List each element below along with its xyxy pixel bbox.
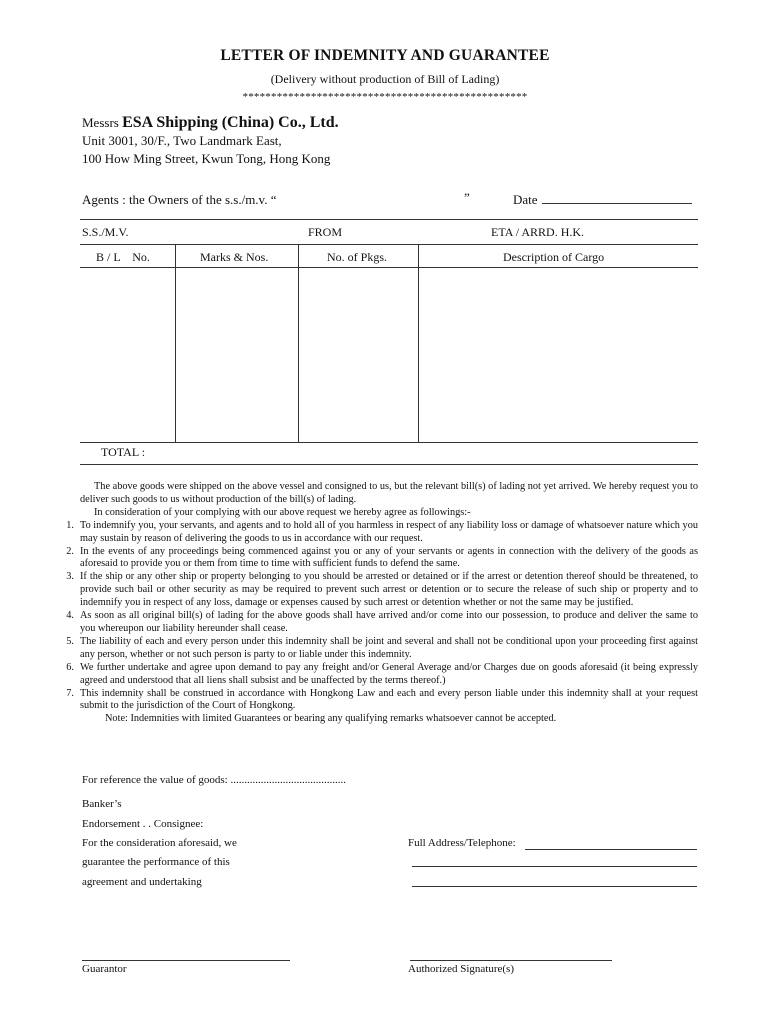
total-top-rule [80,442,698,443]
clause-2 [66,545,698,572]
from-header: FROM [308,225,343,239]
company-name: ESA Shipping (China) Co., Ltd. [122,114,339,131]
clause-text: As soon as all original bill(s) of lading for the above goods shall have arrived and/or come into our possession, to produce and deliver the same to you whereupon our liability hereunder shall cease. [80,610,698,634]
clause-7 [66,687,698,714]
clause-text: To indemnify you, your servants, and agents and to hold all of you harmless in respect of any liability loss or damage of whatsoever nature which you may sustain by reason of delivering the goods to us in accordance with our request. [80,519,698,544]
column-divider-1 [175,244,176,442]
agents-label: Agents : the Owners of the s.s./m.v. “ [82,192,277,207]
date-label: Date [513,192,538,207]
clause-text: The liability of each and every person under this indemnity shall be joint and several and shall not be conditional upon your proceeding first against any person, whether or not such person is party to or liable under this indemnity. [80,635,698,660]
vessel-header: S.S./M.V. [82,225,129,239]
messrs-prefix: Messrs [82,115,119,130]
consideration-line-2: guarantee the performance of this [82,856,230,868]
clause-text: In the events of any proceedings being commenced against you or any of your servants or agents in connection with the delivery of the goods as aforesaid to provide you or them from time to time with sufficient funds to defend the same. [80,545,698,570]
clause-text: If the ship or any other ship or property belonging to you should be arrested or detained or if the arrest or detention thereof should be threatened, to provide such bail or other security as may be required to prevent such arrest or detention or to secure the release of such ship or property and to indemnify you in respect of any loss, damage or expenses caused by such arrest or detention whether or not the same may be justified. [80,571,698,609]
guarantor-signature-line[interactable] [82,960,290,961]
clause-5 [66,635,698,662]
column-header-rule [80,267,698,268]
star-divider: ************************************************** [242,91,528,103]
addressee-line [82,114,339,132]
address-line-2: 100 How Ming Street, Kwun Tong, Hong Kong [82,151,331,166]
date-blank[interactable] [542,192,692,204]
consideration-line-1: For the consideration aforesaid, we [82,837,237,849]
full-address-line-1[interactable] [525,849,697,850]
bankers-label: Banker’s [82,798,122,810]
consideration-paragraph: In consideration of your complying with our above request we hereby agree as followings:- [94,506,471,518]
full-address-label: Full Address/Telephone: [408,837,516,849]
clause-number: 4. [66,610,74,622]
intro-paragraph: The above goods were shipped on the above vessel and consigned to us, but the relevant bill(s) of lading not yet arrived. We hereby request you to deliver such goods to us without production of the bill(s) of lading. [80,481,698,505]
clause-number: 3. [66,571,74,583]
document-title: LETTER OF INDEMNITY AND GUARANTEE [220,47,550,64]
agents-close-quote: ” [464,190,470,205]
clause-4 [66,610,698,636]
clause-number: 2. [66,545,74,557]
clause-text: This indemnity shall be construed in accordance with Hongkong Law and each and every person liable under this indemnity shall at your request submit to the jurisdiction of the Court of Hongkong. [80,687,698,712]
indemnity-terms [66,481,698,726]
guarantor-label: Guarantor [82,963,127,975]
authorized-signature-label: Authorized Signature(s) [408,963,514,975]
endorsement-label: Endorsement . . Consignee: [82,818,204,830]
clause-number: 6. [66,661,74,673]
address-line-1: Unit 3001, 30/F., Two Landmark East, [82,133,282,148]
authorized-signature-line[interactable] [410,960,612,961]
clause-text: We further undertake and agree upon demand to pay any freight and/or General Average and/or Charges due on goods aforesaid (it being expressly agreed and understood that all liens shall subsist and be unaffected by the terms thereof.) [80,661,698,686]
clause-number: 5. [66,635,74,647]
column-header-bl-no: B / L No. [96,250,150,264]
clause-number: 7. [66,687,74,699]
date-field[interactable] [513,192,692,208]
full-address-line-2[interactable] [412,866,697,867]
note-line: Note: Indemnities with limited Guarantees or bearing any qualifying remarks whatsoever cannot be accepted. [105,713,557,725]
column-divider-2 [298,244,299,442]
clause-3 [66,571,698,610]
reference-value-field[interactable]: For reference the value of goods: .......................................... [82,774,346,786]
column-divider-3 [418,244,419,442]
eta-header: ETA / ARRD. H.K. [491,225,585,239]
column-header-pkgs: No. of Pkgs. [327,250,388,264]
consideration-line-3: agreement and undertaking [82,876,202,888]
clause-6 [66,661,698,688]
clause-1 [66,519,698,546]
column-header-description: Description of Cargo [503,250,605,264]
total-bottom-rule [80,464,698,465]
voyage-rule [80,244,698,245]
total-label: TOTAL : [101,445,146,459]
document-subtitle: (Delivery without production of Bill of Lading) [270,72,500,86]
clause-number: 1. [66,519,74,531]
column-header-marks: Marks & Nos. [200,250,269,264]
full-address-line-3[interactable] [412,886,697,887]
table-top-rule [80,219,698,220]
